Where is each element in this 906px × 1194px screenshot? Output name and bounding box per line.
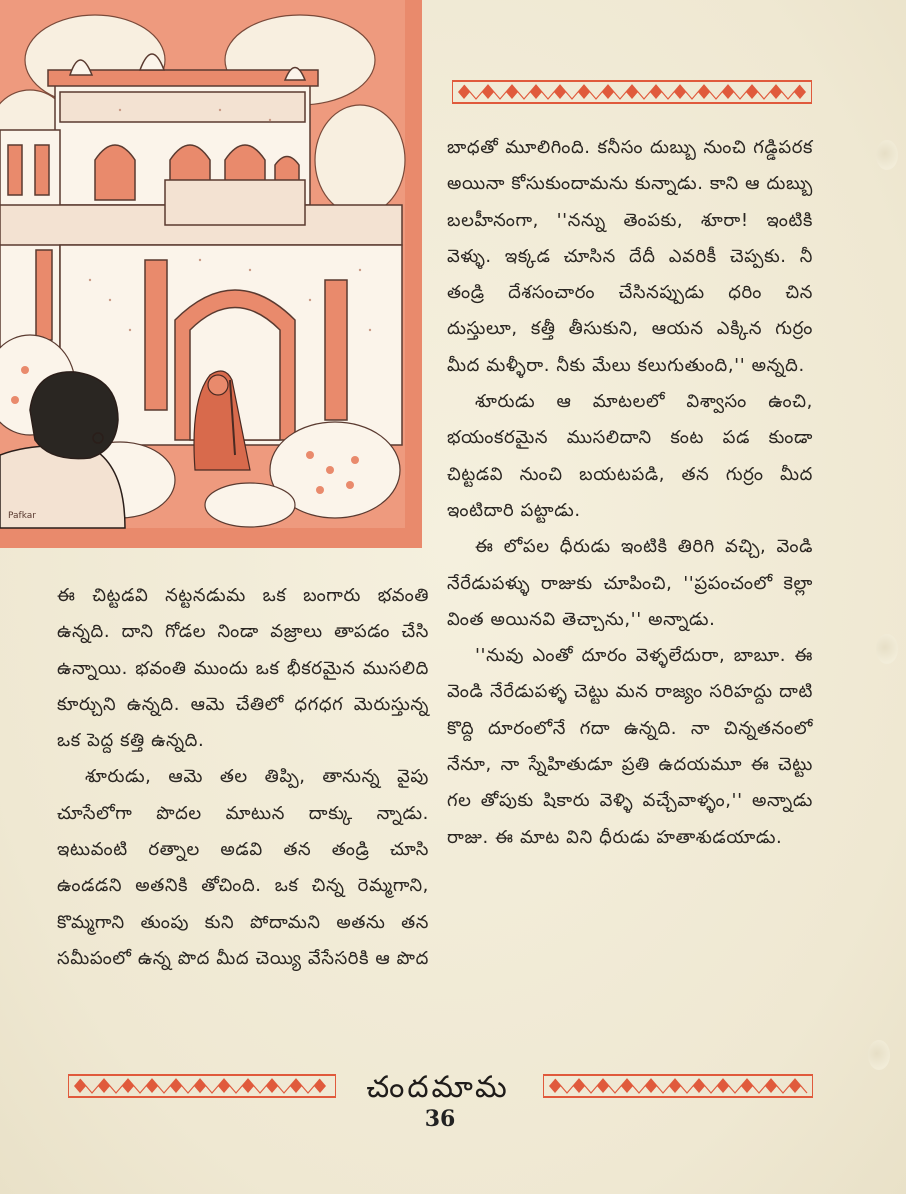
footer-ornament-right xyxy=(543,1074,813,1098)
paragraph: శూరుడు, ఆమె తల తిప్పి, తానున్న వైపు చూసేలోగా పొదల మాటున దాక్కు న్నాడు. ఇటువంటి రత్నాల అడవి తన తండ్రి చూసి ఉండడని అతనికి తోచింది. ఒక చిన్న రెమ్మగాని, కొమ్మగాని తుంపు కుని పోదామని అతను తన సమీపంలో ఉన్న పొద మీద చెయ్యి వేసేసరికి ఆ పొద xyxy=(57,766,429,969)
paragraph: బాధతో మూలిగింది. కనీసం దుబ్బు నుంచి గడ్డిపరక అయినా కోసుకుందామను కున్నాడు. కాని ఆ దుబ్బు బలహీనంగా, ''నన్ను తెంపకు, శూరా! ఇంటికి వెళ్ళు. ఇక్కడ చూసిన దేదీ ఎవరికీ చెప్పకు. నీ తండ్రి దేశసంచారం చేసినప్పుడు ధరిం చిన దుస్తులూ, కత్తీ తీసుకుని, ఆయన ఎక్కిన గుర్రం మీద మళ్ళీరా. నీకు మేలు కలుగుతుంది,'' అన్నది. xyxy=(447,137,813,376)
story-illustration xyxy=(0,0,422,548)
paper-stain xyxy=(868,1040,890,1070)
paragraph: శూరుడు ఆ మాటలలో విశ్వాసం ఉంచి, భయంకరమైన ముసలిదాని కంట పడ కుండా చిట్టడవి నుంచి బయటపడి, తన గుర్రం మీద ఇంటిదారి పట్టాడు. xyxy=(447,391,813,521)
page-number: 36 xyxy=(424,1106,456,1132)
footer-ornament-left xyxy=(68,1074,336,1098)
top-ornament-border xyxy=(452,80,812,104)
paper-stain xyxy=(876,140,898,170)
paper-stain xyxy=(876,634,898,664)
left-text-column xyxy=(57,578,429,977)
palace-illustration xyxy=(0,0,422,548)
artist-signature: Pafkar xyxy=(8,511,36,521)
magazine-title: చందమామ xyxy=(366,1070,510,1105)
paragraph: ''నువు ఎంతో దూరం వెళ్ళలేదురా, బాబూ. ఈ వెండి నేరేడుపళ్ళ చెట్టు మన రాజ్యం సరిహద్దు దాటి కొద్ది దూరంలోనే గదా ఉన్నది. నా చిన్నతనంలో నేనూ, నా స్నేహితుడూ ప్రతి ఉదయమూ ఈ చెట్టు గల తోపుకు షికారు వెళ్ళి వచ్చేవాళ్ళం,'' అన్నాడు రాజు. ఈ మాట విని ధీరుడు హతాశుడయాడు. xyxy=(447,645,813,848)
paragraph: ఈ లోపల ధీరుడు ఇంటికి తిరిగి వచ్చి, వెండి నేరేడుపళ్ళు రాజుకు చూపించి, ''ప్రపంచంలో కెల్లా వింత అయినవి తెచ్చాను,'' అన్నాడు. xyxy=(447,536,813,630)
right-text-column xyxy=(447,130,813,856)
paragraph: ఈ చిట్టడవి నట్టనడుమ ఒక బంగారు భవంతి ఉన్నది. దాని గోడల నిండా వజ్రాలు తాపడం చేసి ఉన్నాయి. భవంతి ముందు ఒక భీకరమైన ముసలిది కూర్చుని ఉన్నది. ఆమె చేతిలో ధగధగ మెరుస్తున్న ఒక పెద్ద కత్తి ఉన్నది. xyxy=(57,585,429,752)
